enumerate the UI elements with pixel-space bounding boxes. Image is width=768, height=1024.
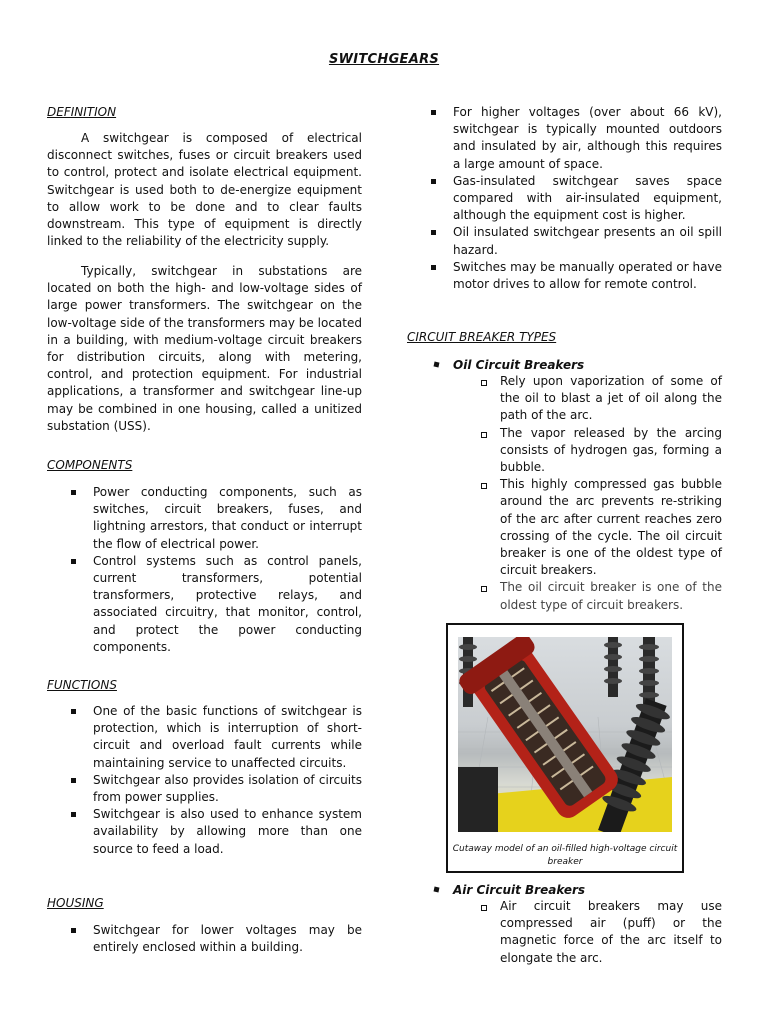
oil-breakers-list bbox=[407, 373, 722, 614]
housing-list-left bbox=[47, 922, 362, 956]
air-breakers-title: Air Circuit Breakers bbox=[407, 882, 585, 898]
air-breakers-list bbox=[407, 898, 722, 967]
list-item: One of the basic functions of switchgear is protection, which is interruption of short-circuit and overload fault currents while maintaining service to unaffected circuits. bbox=[47, 703, 362, 772]
page-title: SWITCHGEARS bbox=[328, 52, 440, 67]
functions-list bbox=[47, 703, 362, 858]
components-heading: COMPONENTS bbox=[47, 458, 133, 472]
list-item: The vapor released by the arcing consists of hydrogen gas, forming a bubble. bbox=[407, 425, 722, 477]
breaker-types-heading: CIRCUIT BREAKER TYPES bbox=[407, 330, 557, 344]
functions-heading: FUNCTIONS bbox=[47, 678, 117, 692]
definition-paragraph-1 bbox=[47, 130, 362, 250]
list-item: Switchgear is also used to enhance system availability by allowing more than one source to feed a load. bbox=[47, 806, 362, 858]
housing-list-right bbox=[407, 104, 722, 293]
list-item: Oil insulated switchgear presents an oil spill hazard. bbox=[407, 224, 722, 258]
figure-caption: Cutaway model of an oil-filled high-voltage circuit breaker bbox=[452, 844, 678, 867]
definition-paragraph-1-text: A switchgear is composed of electrical disconnect switches, fuses or circuit breakers used to control, protect and isolate electrical equipment. Switchgear is used both to de-energize equipment to allow work to be done and to clear faults downstream. This type of equipment is directly linked to the reliability of the electricity supply. bbox=[47, 131, 362, 249]
list-item: Switches may be manually operated or have motor drives to allow for remote control. bbox=[407, 259, 722, 293]
definition-paragraph-2 bbox=[47, 263, 362, 435]
list-item: Switchgear also provides isolation of circuits from power supplies. bbox=[47, 772, 362, 806]
list-item: Control systems such as control panels, current transformers, potential transformers, protective relays, and associated circuitry, that monitor, control, and protect the power conducting components. bbox=[47, 553, 362, 656]
breaker-figure bbox=[446, 623, 684, 873]
definition-paragraph-2-text: Typically, switchgear in substations are located on both the high- and low-voltage sides of large power transformers. The switchgear on the low-voltage side of the transformers may be located in a building, with medium-voltage circuit breakers for distribution circuits, along with metering, control, and protection equipment. For industrial applications, a transformer and switchgear line-up may be combined in one housing, called a unitized substation (USS). bbox=[47, 264, 362, 433]
list-item: For higher voltages (over about 66 kV), switchgear is typically mounted outdoors and insulated by air, although this requires a large amount of space. bbox=[407, 104, 722, 173]
oil-breakers-title: Oil Circuit Breakers bbox=[407, 357, 584, 373]
list-item: Power conducting components, such as switches, circuit breakers, fuses, and lightning arrestors, that conduct or interrupt the flow of electrical power. bbox=[47, 484, 362, 553]
breaker-cutaway-photo bbox=[458, 637, 672, 832]
list-item: Air circuit breakers may use compressed air (puff) or the magnetic force of the arc itself to elongate the arc. bbox=[407, 898, 722, 967]
housing-heading: HOUSING bbox=[47, 896, 104, 910]
list-item: Gas-insulated switchgear saves space compared with air-insulated equipment, although the equipment cost is higher. bbox=[407, 173, 722, 225]
components-list bbox=[47, 484, 362, 656]
list-item: Rely upon vaporization of some of the oil to blast a jet of oil along the path of the arc. bbox=[407, 373, 722, 425]
list-item: Switchgear for lower voltages may be entirely enclosed within a building. bbox=[47, 922, 362, 956]
breaker-cutaway-illustration bbox=[458, 637, 672, 832]
definition-heading: DEFINITION bbox=[47, 105, 117, 119]
list-item: This highly compressed gas bubble around the arc prevents re-striking of the arc after current reaches zero crossing of the cycle. The oil circuit breaker is one of the oldest type of circuit breakers. bbox=[407, 476, 722, 579]
list-item: The oil circuit breaker is one of the oldest type of circuit breakers. bbox=[407, 579, 722, 613]
